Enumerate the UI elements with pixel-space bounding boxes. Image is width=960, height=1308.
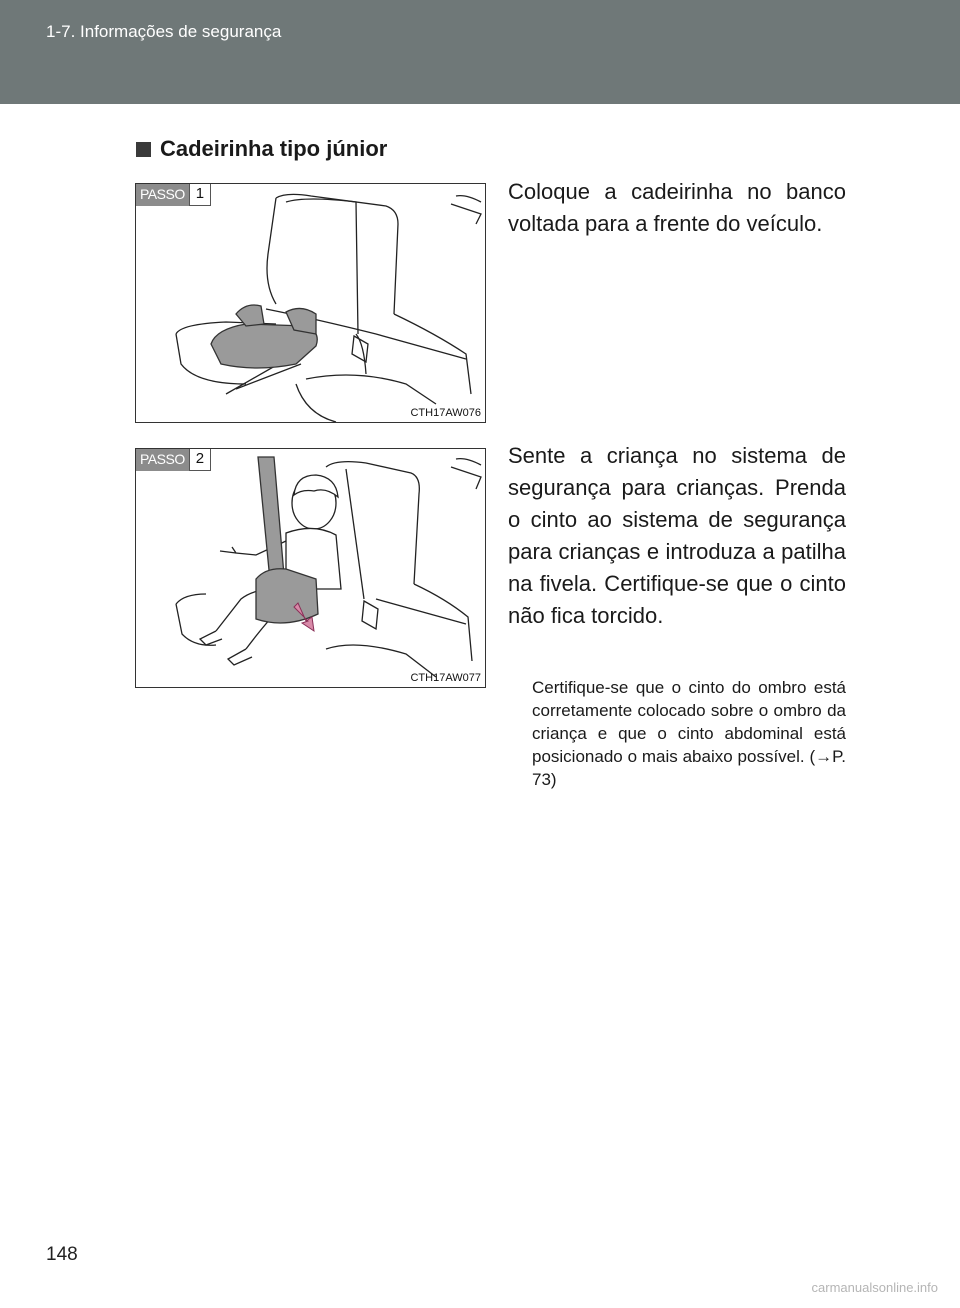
booster-seat-illustration <box>136 184 486 423</box>
figure-step-1 <box>135 183 486 423</box>
page-number: 148 <box>46 1244 78 1265</box>
header-bar <box>0 0 960 104</box>
step-number: 2 <box>189 449 211 471</box>
figure-code: CTH17AW077 <box>410 672 481 684</box>
breadcrumb: 1-7. Informações de segurança <box>46 22 282 41</box>
step-1-text: Coloque a cadeirinha no banco voltada para a frente do veículo. <box>508 179 846 236</box>
step-number: 1 <box>189 184 211 206</box>
watermark: carmanualsonline.info <box>811 1280 938 1295</box>
child-seated-illustration <box>136 449 486 688</box>
section-heading <box>136 136 387 162</box>
section-title: Cadeirinha tipo júnior <box>160 136 388 161</box>
figure-code: CTH17AW076 <box>410 407 481 419</box>
figure-step-2 <box>135 448 486 688</box>
step-label: PASSO <box>136 184 189 206</box>
step-tag-2 <box>136 449 211 471</box>
step-2-text: Sente a criança no sistema de segurança para crianças. Prenda o cinto ao sistema de segurança para crianças e introduza a patilha na fivela. Certifique-se que o cinto não fica torcido. <box>508 443 846 628</box>
step-2-note: Certifique-se que o cinto do ombro está corretamente colocado sobre o ombro da criança e que o cinto abdominal está posicionado o mais abaixo possível. (→P. 73) <box>532 678 846 789</box>
square-bullet-icon <box>136 142 151 157</box>
step-label: PASSO <box>136 449 189 471</box>
step-tag-1 <box>136 184 211 206</box>
